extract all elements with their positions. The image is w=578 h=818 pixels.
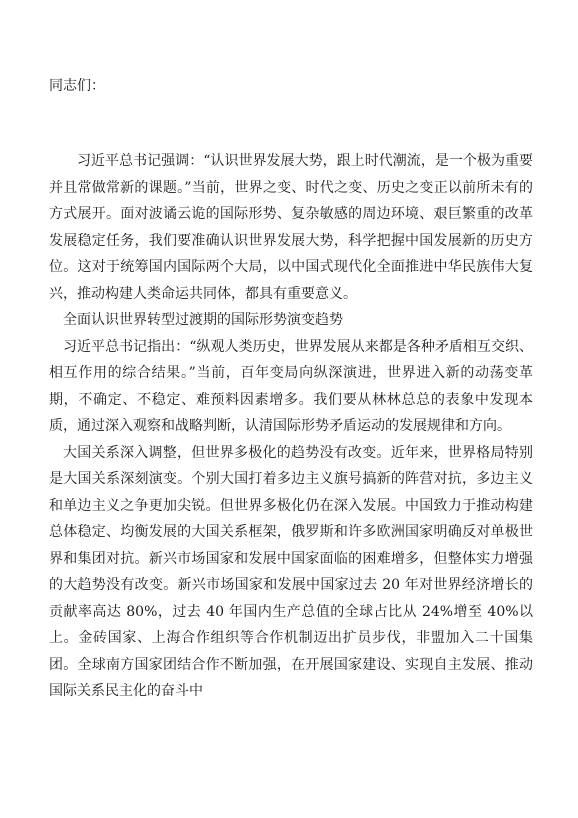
paragraph-major-powers: 大国关系深入调整，但世界多极化的趋势没有改变。近年来，世界格局特别是大国关系深刻演变。个别大国打着多边主义旗号搞新的阵营对抗，多边主义和单边主义之争更加尖锐。但世界多极化仍在深入发展。中国致力于推动构建总体稳定、均衡发展的大国关系框架，俄罗斯和许多欧洲国家明确反对单极世界和集团对抗。新兴市场国家和发展中国家面临的困难增多，但整体实力增强的大趋势没有改变。新兴市场国家和发展中国家过去 20 年对世界经济增长的贡献率高达 80%，过去 40 年国内生产总值的全球占比从 24%增至 40%以上。金砖国家、上海合作组织等合作机制迈出扩员步伐，非盟加入二十国集团。全球南方国家团结合作不断加强，在开展国家建设、实现自主发展、推动国际关系民主化的奋斗中 — [49, 444, 533, 699]
paragraph-history: 习近平总书记指出：“纵观人类历史，世界发展从来都是各种矛盾相互交织、相互作用的综合结果。”当前，百年变局向纵深演进，世界进入新的动荡变革期，不确定、不稳定、难预料因素增多。我们要从林林总总的表象中发现本质，通过深入观察和战略判断，认清国际形势矛盾运动的发展规律和方向。 — [49, 338, 533, 434]
paragraph-intro: 习近平总书记强调：“认识世界发展大势，跟上时代潮流，是一个极为重要并且常做常新的课题。”当前，世界之变、时代之变、历史之变正以前所未有的方式展开。面对波谲云诡的国际形势、复杂敏感的周边环境、艰巨繁重的改革发展稳定任务，我们要准确认识世界发展大势，科学把握中国发展新的历史方位。这对于统筹国内国际两个大局，以中国式现代化全面推进中华民族伟大复兴，推动构建人类命运共同体，都具有重要意义。 — [49, 153, 533, 302]
salutation: 同志们： — [49, 78, 105, 94]
section-heading: 全面认识世界转型过渡期的国际形势演变趋势 — [63, 312, 343, 328]
document-body — [49, 148, 533, 705]
